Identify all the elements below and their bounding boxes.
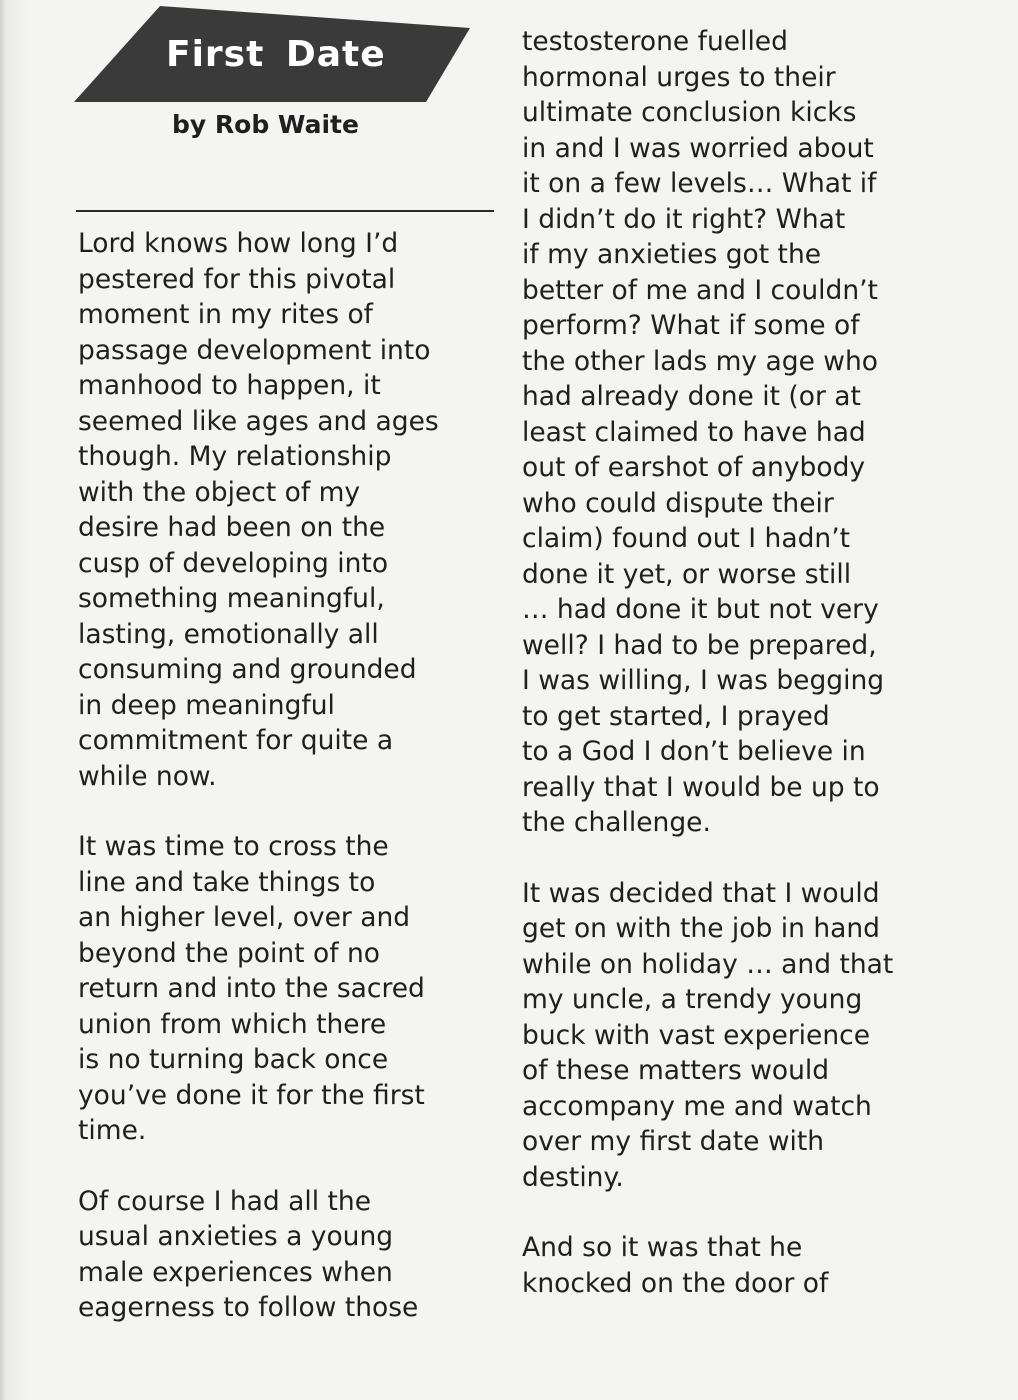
text-line: something meaningful, (78, 583, 385, 614)
text-line: It was time to cross the (78, 831, 389, 862)
text-line: the other lads my age who (522, 345, 878, 377)
spine-shadow (0, 0, 6, 1400)
text-line: pestered for this pivotal (78, 263, 396, 295)
text-line: destiny. (522, 1161, 624, 1193)
text-line: get on with the job in hand (522, 913, 880, 944)
text-line: passage development into (78, 334, 431, 366)
text-line: male experiences when (78, 1256, 393, 1288)
text-line: claim) found out I hadn’t (522, 523, 851, 554)
left-column (78, 226, 498, 1361)
text-line: seemed like ages and ages (78, 405, 439, 437)
paragraph (78, 226, 498, 794)
text-line: I didn’t do it right? What (522, 203, 846, 235)
text-line: time. (78, 1115, 147, 1146)
text-line: while now. (78, 760, 217, 792)
text-line: over my first date with (522, 1126, 825, 1157)
text-line: the challenge. (522, 807, 711, 838)
paragraph (78, 1184, 498, 1326)
text-line: buck with vast experience (522, 1019, 871, 1051)
text-line: consuming and grounded (78, 654, 417, 685)
text-line: union from which there (78, 1008, 387, 1040)
text-line: well? I had to be prepared, (522, 629, 877, 661)
text-line: with the object of my (78, 476, 361, 508)
text-line: perform? What if some of (522, 310, 860, 341)
text-line: it on a few levels… What if (522, 168, 877, 199)
text-line: cusp of developing into (78, 547, 389, 579)
text-line: I was willing, I was begging (522, 665, 885, 696)
text-line: accompany me and watch (522, 1090, 872, 1122)
text-line: least claimed to have had (522, 416, 866, 448)
text-line: better of me and I couldn’t (522, 274, 878, 306)
article-byline: by Rob Waite (172, 110, 359, 139)
text-line: done it yet, or worse still (522, 558, 852, 590)
paragraph (522, 1230, 962, 1301)
text-line: you’ve done it for the first (78, 1079, 425, 1111)
text-line: It was decided that I would (522, 877, 880, 909)
text-line: though. My relationship (78, 441, 392, 472)
text-line: if my anxieties got the (522, 239, 822, 270)
text-line: And so it was that he (522, 1232, 803, 1263)
title-divider (76, 210, 494, 212)
text-line: lasting, emotionally all (78, 618, 379, 650)
text-line: to get started, I prayed (522, 700, 830, 732)
paragraph (522, 24, 962, 841)
text-line: is no turning back once (78, 1044, 389, 1075)
text-line: moment in my rites of (78, 299, 373, 330)
text-line: out of earshot of anybody (522, 452, 866, 483)
text-line: testosterone fuelled (522, 26, 788, 57)
text-line: had already done it (or at (522, 381, 861, 412)
text-line: Lord knows how long I’d (78, 228, 399, 259)
paragraph (78, 829, 498, 1149)
text-line: an higher level, over and (78, 902, 411, 933)
paragraph (522, 876, 962, 1196)
text-line: usual anxieties a young (78, 1221, 394, 1252)
text-line: eagerness to follow those (78, 1292, 419, 1323)
text-line: beyond the point of no (78, 937, 380, 969)
text-line: commitment for quite a (78, 725, 394, 756)
text-line: desire had been on the (78, 512, 386, 543)
text-line: who could dispute their (522, 487, 834, 519)
text-line: return and into the sacred (78, 973, 425, 1004)
title-banner (74, 6, 470, 102)
article-title: First Date (166, 34, 386, 75)
text-line: … had done it but not very (522, 594, 879, 625)
text-line: while on holiday … and that (522, 948, 894, 980)
text-line: line and take things to (78, 866, 376, 898)
right-column (522, 24, 962, 1336)
text-line: really that I would be up to (522, 771, 880, 803)
text-line: in and I was worried about (522, 132, 874, 164)
text-line: to a God I don’t believe in (522, 736, 866, 767)
text-line: of these matters would (522, 1055, 830, 1086)
text-line: knocked on the door of (522, 1267, 829, 1299)
text-line: my uncle, a trendy young (522, 984, 863, 1015)
text-line: hormonal urges to their (522, 61, 836, 93)
text-line: Of course I had all the (78, 1185, 372, 1217)
text-line: ultimate conclusion kicks (522, 97, 857, 128)
text-line: manhood to happen, it (78, 370, 381, 401)
text-line: in deep meaningful (78, 689, 335, 721)
